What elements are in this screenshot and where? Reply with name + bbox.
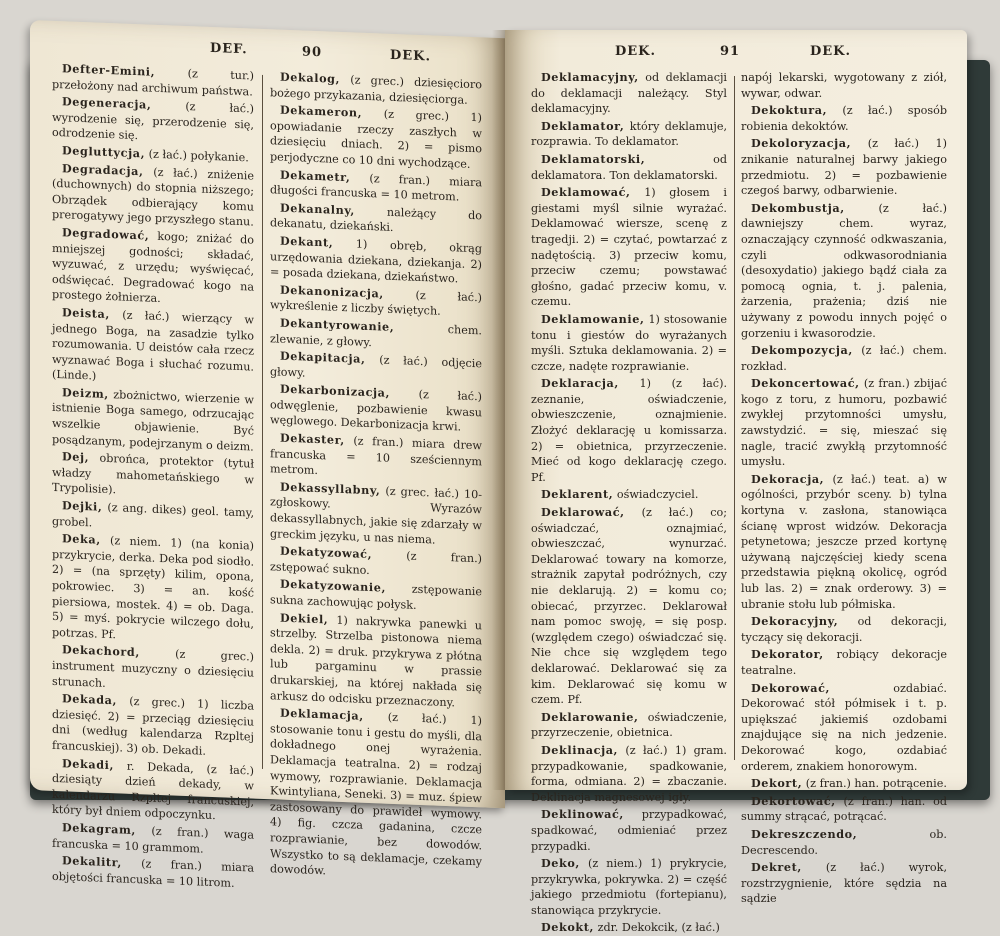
entry-headword: Deklamator, [541,118,625,133]
entry-definition: 1) nakrywka panewki u strzelby. Strzelba pistonowa niema dekla. 2) = druk. przykrywa z płótna lub pargaminu w prassie drukarskiej, na której nakłada się arkusz do odcisku przeznaczony. [270,613,483,709]
entry-headword: Dekombustja, [751,200,845,215]
entry-headword: Deklarowanie, [541,709,639,724]
entry-definition: (z fran.) han. potrącenie. [805,777,947,791]
entry-headword: Dekatyzować, [280,543,373,562]
entry-definition: należący do dekanatu, dziekański. [270,205,482,235]
entry-definition: (z łać.) zniżenie (duchownych) do stopnia niższego; Obrządek odbierający komu prerogatywy jego przyszłego stanu. [52,165,254,229]
entry-headword: Dekametr, [280,167,351,184]
entry-definition: (z grec.) instrument muzyczny o dziesięciu strunach. [52,647,254,690]
entry-headword: Deklinacja, [541,742,619,757]
dictionary-entry [741,376,947,470]
left-page-number: 90 [302,44,323,61]
entry-definition: (z tur.) przełożony nad archiwum państwa. [52,67,254,99]
entry-definition: robiący dekoracje teatralne. [741,648,947,677]
dictionary-entry [741,647,947,678]
entry-definition: zbożnictwo, wierzenie w istnienie Boga samego, odrzucając wszelkie objawienie. Być posądzanym, podejrzanym o deizm. [52,388,255,454]
dictionary-entry [52,531,254,648]
entry-definition: (z fran.) miara objętości francuska = 10 litrom. [52,857,254,890]
entry-definition: chem. zlewanie, z głowy. [270,322,482,349]
left-header-left: DEF. [210,40,248,58]
entry-definition: (z grec.) 1) opowiadanie rzeczy zaszłych w dziesięciu dniach. 2) = pismo perjodyczne co 10 dni wychodzące. [270,107,482,171]
entry-definition: od deklamacji do deklamacji należący. Styl deklamacyjny. [531,71,728,116]
entry-headword: Deklamowanie, [541,311,645,326]
dictionary-entry [531,743,727,805]
entry-definition: napój lekarski, wygotowany z ziół, wywar, odwar. [741,71,947,100]
dictionary-entry [741,614,947,645]
dictionary-entry [52,94,254,149]
dictionary-entry [531,856,727,918]
entry-definition: (z grec.) dziesięcioro bożego przykazania, dziesięciorga. [270,73,482,107]
dictionary-entry [270,382,482,437]
entry-definition: (z fran.) han. od summy strącać, potrącać. [741,794,947,824]
dictionary-entry [270,610,482,712]
entry-headword: Dekortować, [751,793,836,808]
entry-headword: Dekagram, [62,820,136,837]
entry-definition: (z łać.) sposób robienia dekoktów. [741,104,947,133]
dictionary-entry [52,61,254,100]
entry-definition: (z łać.) 1) znikanie naturalnej barwy jakiego przedmiotu. 2) = pozbawienie czegoś barwy, odbarwienie. [741,137,947,198]
right-page-number: 91 [720,44,741,59]
dictionary-entry [270,233,482,288]
entry-definition: (z łać.) odwęglenie, pozbawienie kwasu węglowego. Dekarbonizacja krwi. [270,388,482,435]
column-divider [262,75,263,769]
entry-definition: (z łać.) chem. rozkład. [741,344,947,373]
entry-headword: Deklamacja, [280,705,364,723]
dictionary-entry [52,225,254,311]
entry-headword: Dekameron, [280,102,363,120]
entry-headword: Dekret, [751,860,802,875]
dictionary-entry [531,70,727,117]
entry-headword: Dekatyzowanie, [280,577,386,596]
entry-headword: Dekiel, [280,610,329,627]
entry-headword: Dekoktura, [751,103,828,118]
entry-headword: Deklamatorski, [541,151,646,166]
dictionary-entry [531,807,727,854]
entry-definition: 1) głosem i giestami myśl silnie wyrażać. Deklamować wiersze, scenę z tragedji. 2) = czytać, powtarzać z nadętością. 3) przeciw komu, przeciw czemu; powstawać głośno, gadać przeciw komu, v. czemu. [531,186,727,309]
dictionary-entry [531,312,727,374]
entry-definition: od dekoracji, tyczący się dekoracji. [741,615,947,644]
entry-headword: Dekoncertować, [751,376,860,391]
dictionary-entry [52,385,254,455]
dictionary-entry [531,185,727,310]
entry-headword: Deklaracja, [541,376,619,391]
dictionary-entry [741,681,947,775]
entry-definition: (z łać.) wyrodzenie się, przerodzenie się, odrodzenie się. [52,100,254,143]
entry-headword: Deka, [62,531,101,547]
entry-headword: Dekarbonizacja, [280,381,390,401]
entry-definition: (z fran.) zstępować sukno. [270,549,482,577]
dictionary-entry [741,201,947,341]
dictionary-entry [531,487,727,503]
entry-headword: Degradacja, [62,160,144,178]
dictionary-entry [741,103,947,134]
entry-definition: ozdabiać. Dekorować stół półmisek i t. p. upiększać jakiemiś ozdobami znajdujące się na nich jedzenie. Dekorować kogo, ozdabiać orderem, znakiem honorowym. [741,681,947,773]
entry-definition: (z fran.) waga francuska = 10 grammom. [52,824,254,856]
entry-definition: (z łać.) połykanie. [148,147,249,165]
dictionary-entry [531,119,727,150]
dictionary-entry [531,920,727,936]
right-header-left: DEK. [615,44,657,59]
entry-definition: który deklamuje, rozprawia. To deklamator. [531,119,727,149]
left-page [30,20,505,890]
entry-headword: Dekoloryzacja, [751,136,852,151]
dictionary-entry [270,430,482,485]
right-header-right: DEK. [810,44,852,59]
entry-definition: 1) obręb, okrąg urzędowania dziekana, dziekanja. 2) = posada dziekana, dziekaństwo. [270,237,482,286]
dictionary-entry [52,305,254,391]
dictionary-entry [52,691,254,761]
entry-headword: Dekorator, [751,647,824,662]
entry-headword: Defter-Emini, [62,61,156,79]
right-page-column-1 [531,70,728,935]
entry-definition: (z grec.) 1) liczba dziesięć. 2) = przeciąg dziesięciu dni (według kalendarza Rzpltej francuskiej). 3) ob. Dekadi. [52,694,254,758]
entry-definition: oświadczenie, przyrzeczenie, obietnica. [531,710,727,740]
entry-headword: Deklarent, [541,487,614,502]
entry-definition: r. Dekada, (z łać.) dziesiąty dzień dekady, w kalendarzu Rzpltej francuskiej, który był dniem odpoczynku. [52,759,254,823]
entry-definition: ob. Decrescendo. [741,827,947,857]
entry-definition: (z grec. łać.) 10-zgłoskowy. Wyrazów dekassyllabnych, jakie się zdarzały w greckim języku, u nas niema. [270,484,482,547]
right-page [505,30,967,935]
entry-definition: od deklamatora. Ton deklamatorski. [531,152,727,182]
dictionary-entry [52,642,254,697]
entry-headword: Dekanalny, [280,200,355,218]
column-divider [734,76,735,760]
entry-headword: Dekorować, [751,680,830,695]
entry-headword: Dekant, [280,233,334,250]
dictionary-entry [741,136,947,198]
entry-headword: Deklamować, [541,185,631,200]
dictionary-entry [52,449,254,504]
entry-definition: kogo; zniżać do mniejszej godności; składać, wyzuwać, z urzędu; wyświęcać, odświęcać. Degradować kogo na prostego żołnierza. [52,229,254,306]
entry-headword: Dekapitacja, [280,348,366,366]
dictionary-entry [270,102,482,173]
dictionary-entry [531,710,727,741]
left-page-column-1 [52,61,255,890]
entry-definition: (z fran.) zbijać kogo z toru, z humoru, pozbawić zwykłej przytomności umysłu, zawstydzić. = się, mieszać się nagle, tracić zwykłą przytomność umysłu. [741,377,947,469]
dictionary-entry [270,479,482,550]
entry-definition: (z łać.) teat. a) w ogólności, przybór sceny. b) tylna kortyna v. zasłona, stanowiąca ścianę wprost widzów. Dekoracja petynetowa; jeszcze przed kortynę używaną najczęściej kiedy scena przedstawia piękną okolicę, ogród lub las. 2) = znak orderowy. 3) = ubranie stołu lub półmiska. [741,472,947,611]
dictionary-entry [741,70,947,101]
entry-definition: (z łać.) 1) gram. przypadkowanie, spadkowanie, forma, odmiana. 2) = zbaczanie. Deklinacja magnesowej igły. [531,743,727,804]
dictionary-entry [52,498,254,537]
entry-headword: Dekalog, [280,69,341,86]
entry-headword: Dekort, [751,776,803,791]
entry-definition: (z łać.) odjęcie głowy. [270,353,482,380]
dictionary-entry [741,776,947,792]
entry-headword: Dekanonizacja, [280,282,384,301]
entry-definition: (z fran.) miara długości francuska = 10 metrom. [270,171,483,204]
entry-definition: zdr. Dekokcik, (z łać.) [597,921,720,935]
dictionary-entry [52,160,254,230]
dictionary-entry [741,860,947,907]
entry-definition: 1) stosowanie tonu i giestów do wyrażanych myśli. Sztuka deklamowania. 2) = czcze, nadęte rozprawianie. [531,312,727,373]
entry-headword: Deista, [62,305,110,321]
entry-headword: Deklarować, [541,505,625,520]
dictionary-entry [52,820,254,859]
entry-headword: Deklamacyjny, [541,70,639,84]
entry-definition: zstępowanie sukna zachowując połysk. [270,583,482,612]
dictionary-entry [52,853,254,892]
dictionary-entry [741,343,947,374]
entry-definition: 1) (z łać). zeznanie, oświadczenie, obwieszczenie, oznajmienie. Złożyć deklarację u komissarza. 2) = obietnica, przyrzeczenie. Mieć od kogo deklarację czego. Pf. [531,377,727,484]
entry-headword: Dej, [62,449,90,465]
right-page-header [505,44,967,64]
dictionary-entry [741,827,947,858]
left-header-right: DEK. [390,47,432,65]
dictionary-entry [531,152,727,183]
entry-headword: Dekokt, [541,920,595,935]
entry-definition: (z łać.) co; oświadczać, oznajmiać, obwieszczać, wynurzać. Deklarować towary na komorze, strażnik zapytał podróżnych, czy nie deklarują. 2) = komu co; obiecać, przyrzec. Deklarował nam pomoc swoję, = się posp. (względem czego) oświadczać się. Nie chce się względem tego deklarować. Deklarować się za kim. Deklarować się komu w czem. Pf. [531,506,727,707]
entry-headword: Dekassyllabny, [280,479,381,498]
left-page-column-2 [270,69,483,878]
entry-headword: Dekoracyjny, [751,614,839,629]
dictionary-entry [531,505,727,708]
entry-headword: Dejki, [62,498,103,514]
entry-headword: Dekoracja, [751,471,825,486]
entry-definition: obrońca, protektor (tytuł władzy mahometańskiego w Trypolisie). [52,451,254,497]
entry-definition: (z niem. 1) (na konia) przykrycie, derka. Deka pod siodło. 2) = (na sprzęty) kilim, opona, pokrowiec. 3) = an. kość piersiowa, mostek. 4) = ob. Daga. 5) = myś. pokrycie wilczego dołu, potrzas. Pf. [52,534,254,642]
entry-definition: oświadczyciel. [616,488,699,502]
entry-headword: Dekreszczendo, [751,826,858,841]
entry-headword: Deko, [541,856,580,871]
entry-definition: (z łać.) dawniejszy chem. wyraz, oznaczający czynność odkwaszania, czyli odkwasorodniania (desoxydatio) jakiego bądź ciała za pomocą ognia, t. j. palenia, żarzenia, prażenia; dziś nie używany z powodu innych pojęć o gorzeniu i kwasorodzie. [741,201,947,340]
entry-definition: (z ang. dikes) geol. tamy, grobel. [52,501,255,530]
dictionary-entry [52,755,254,825]
entry-headword: Dekaster, [280,430,345,448]
entry-headword: Dekalitr, [62,853,122,870]
entry-headword: Dekantyrowanie, [280,315,395,334]
right-page-column-2 [741,70,947,906]
entry-headword: Deklinować, [541,807,624,822]
entry-definition: (z fran.) miara drew francuska = 10 sześciennym metrom. [270,434,482,478]
entry-headword: Degradować, [62,225,150,243]
dictionary-entry [270,705,482,885]
entry-definition: (z łać.) wykreślenie z liczby świętych. [270,288,482,319]
entry-headword: Degeneracja, [62,94,152,112]
entry-headword: Dekada, [62,691,117,708]
entry-definition: przypadkować, spadkować, odmieniać przez przypadki. [531,808,727,853]
entry-headword: Deizm, [62,385,109,401]
entry-headword: Dekompozycja, [751,343,853,358]
entry-definition: (z łać.) 1) stosowanie tonu i gestu do myśli, dla dokładnego onej wyrażenia. Deklamacja teatralna. 2) = rodzaj wymowy, rozprawianie. Deklamacja Kwintyliana, Seneki. 3) = muz. śpiew zastosowany do prawideł wymowy. 4) fig. czcza gadanina, czcze rozprawianie, bez dowodów. Wszystko to są deklamacje, czekamy dowodów. [270,710,482,878]
dictionary-entry [741,794,947,825]
entry-headword: Dekachord, [62,642,140,660]
entry-headword: Dekadi, [62,755,114,772]
entry-definition: (z łać.) wyrok, rozstrzygnienie, które sędzia na sądzie [741,861,947,906]
dictionary-entry [531,376,727,485]
entry-definition: (z łać.) wierzący w jednego Boga, na zasadzie tylko rozumowania. U deistów cała rzecz wyznawać Boga i słuchać rozumu. (Linde.) [52,308,255,383]
dictionary-entry [741,472,947,612]
entry-definition: (z niem.) 1) prykrycie, przykrywka, pokrywka. 2) = część jakiego przedmiotu (fortepianu), stanowiąca przykrycie. [531,857,727,917]
entry-headword: Degluttycja, [62,143,146,161]
